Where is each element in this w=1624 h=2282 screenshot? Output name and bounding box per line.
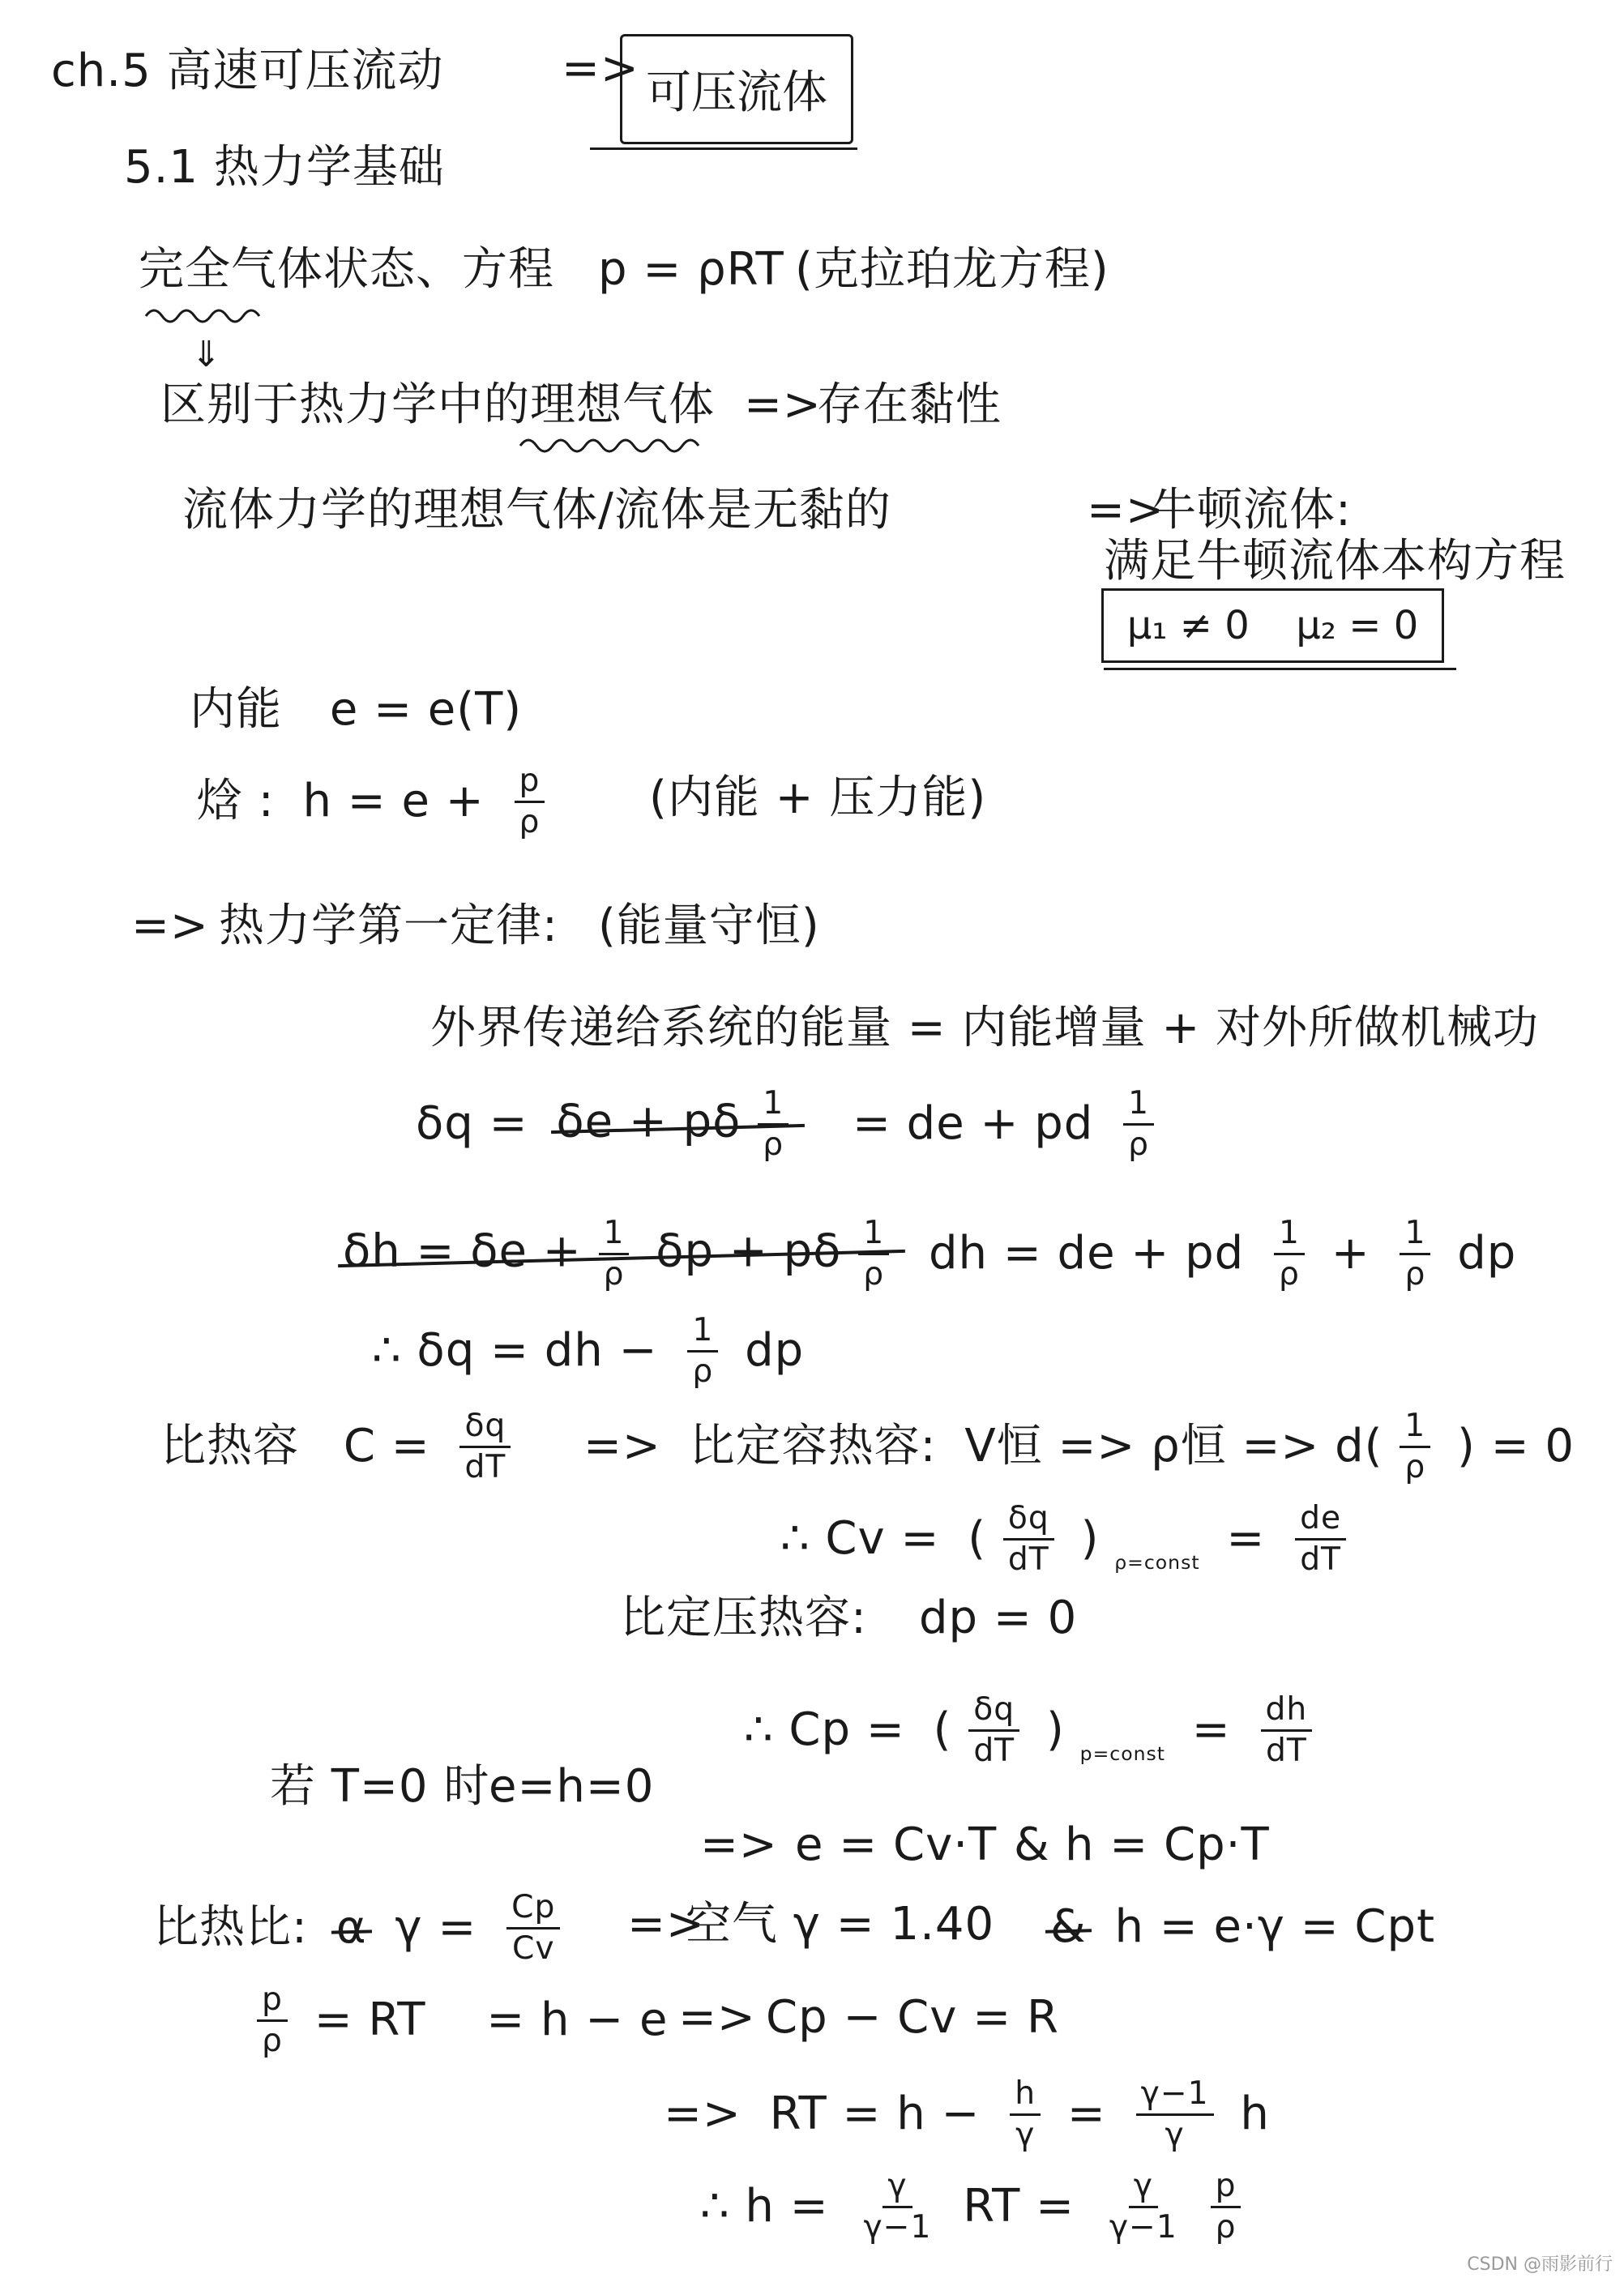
close-paren: )	[1080, 1512, 1100, 1566]
rt-derivation	[664, 2076, 1283, 2153]
denominator: γ−1	[863, 2208, 932, 2246]
internal-energy-label: 内能	[190, 682, 282, 736]
enthalpy-final-equation	[700, 2169, 1252, 2246]
constitutive-text: 满足牛顿流体本构方程	[1104, 535, 1566, 588]
title-arrow: =>	[562, 42, 639, 95]
internal-energy-relation: e = Cv·T	[795, 1818, 998, 1871]
cp-condition: dp = 0	[919, 1592, 1078, 1644]
mu2-condition: μ₂ = 0	[1296, 603, 1419, 648]
zero-result: e=h=0	[489, 1760, 655, 1813]
fraction	[1136, 2076, 1214, 2153]
arrow: =>	[583, 1420, 661, 1473]
denominator: ρ	[603, 1255, 625, 1293]
title-box	[620, 34, 853, 144]
numerator: Cp	[506, 1890, 560, 1929]
numerator: 1	[687, 1313, 718, 1353]
fraction	[1105, 2169, 1182, 2246]
h-minus-e: = h − e	[486, 1994, 669, 2047]
down-arrow-icon: ⇓	[191, 334, 222, 375]
fraction	[1274, 1216, 1305, 1293]
open-paren: (	[968, 1512, 987, 1566]
heat-equation	[416, 1086, 1165, 1163]
denominator: γ	[1015, 2116, 1036, 2153]
fraction	[1261, 1692, 1313, 1769]
denominator: γ	[1165, 2116, 1185, 2153]
struck-text: δh = δe +	[343, 1224, 582, 1278]
denominator: ρ	[1279, 1255, 1300, 1293]
struck-text: δe + pδ	[556, 1095, 741, 1148]
fraction	[515, 763, 545, 840]
state-equation-formula: p = ρRT	[598, 243, 784, 296]
cv-label: 比定容热容:	[689, 1420, 937, 1473]
denominator: ρ	[1404, 1255, 1426, 1293]
gamma-lhs: γ =	[395, 1901, 477, 1955]
enthalpy-label: 焓 :	[197, 775, 275, 828]
denominator: ρ	[692, 1353, 714, 1390]
fraction	[687, 1313, 718, 1390]
enthalpy-gamma-relation: h = e·γ = Cpt	[1114, 1900, 1436, 1953]
cp-equation	[744, 1692, 1323, 1769]
denominator: ρ	[863, 1255, 885, 1293]
ideal-gas-arrow: =>	[744, 378, 822, 431]
wavy-underline	[519, 431, 713, 460]
cp-lhs: ∴ Cp =	[744, 1703, 905, 1757]
numerator: 1	[1400, 1408, 1430, 1448]
inviscid-result: 牛顿流体:	[1151, 484, 1352, 536]
linear-arrow: =>	[700, 1818, 778, 1871]
fraction	[1123, 1086, 1154, 1163]
equation-rhs: = de + pd	[852, 1097, 1094, 1151]
mu1-condition: μ₁ ≠ 0	[1126, 603, 1250, 648]
denominator: dT	[464, 1448, 506, 1485]
numerator: 1	[1123, 1086, 1154, 1126]
numerator: γ	[883, 2169, 912, 2208]
denominator: ρ	[1128, 1126, 1150, 1163]
numerator: 1	[1274, 1216, 1305, 1255]
heat-enthalpy-equation	[372, 1313, 817, 1390]
denominator: dT	[973, 1732, 1015, 1769]
first-law-label: 热力学第一定律:	[219, 900, 558, 952]
denominator: ρ	[519, 803, 541, 840]
fraction	[257, 1982, 288, 2059]
numerator: 1	[599, 1216, 630, 1255]
denominator: ρ	[763, 1126, 784, 1163]
cv-condition-line	[583, 1408, 1588, 1485]
denominator: γ−1	[1109, 2208, 1177, 2246]
rt-lhs: RT = h −	[769, 2088, 981, 2141]
air-gamma-value: 空气 γ = 1.40	[686, 1898, 995, 1951]
fraction	[506, 1890, 560, 1967]
specific-heat-label: 比热容	[160, 1420, 299, 1473]
fraction	[1211, 2169, 1242, 2246]
rt-arrow: =>	[678, 1991, 756, 2044]
fraction	[758, 1086, 788, 1163]
numerator: p	[1211, 2169, 1242, 2208]
title-underline	[590, 147, 857, 150]
cv-condition-end: ) = 0	[1457, 1420, 1575, 1473]
fraction	[1003, 1501, 1054, 1578]
cv-lhs: ∴ Cv =	[780, 1512, 940, 1566]
rt-term: = RT	[314, 1994, 426, 2047]
specific-heat-lhs: C =	[343, 1420, 430, 1473]
struck-expression	[556, 1086, 800, 1163]
fraction	[1295, 1501, 1346, 1578]
numerator: 1	[858, 1216, 889, 1255]
enthalpy-line	[197, 763, 556, 840]
denominator: ρ	[1404, 1448, 1426, 1485]
plus-sign: +	[1331, 1227, 1370, 1280]
equation-rhs: dh = de + pd	[928, 1227, 1245, 1280]
enthalpy-differential-equation	[343, 1216, 1529, 1293]
state-equation-label: 完全气体状态、方程	[139, 243, 554, 296]
chapter-text: ch.5 高速可压流动	[51, 44, 444, 97]
denominator: ρ	[1215, 2208, 1237, 2246]
numerator: δq	[1003, 1501, 1054, 1541]
numerator: δq	[968, 1692, 1019, 1732]
inviscid-text: 流体力学的理想气体/流体是无黏的	[182, 484, 891, 536]
zero-condition: 若 T=0 时	[270, 1760, 490, 1813]
h-term: h	[1240, 2088, 1270, 2141]
constant-pressure-subscript: p=const	[1079, 1741, 1165, 1765]
arrow: =>	[664, 2088, 741, 2141]
numerator: p	[257, 1982, 288, 2022]
constant-density-subscript: ρ=const	[1114, 1550, 1200, 1574]
enthalpy-note: (内能 + 压力能)	[649, 771, 987, 824]
boxed-text: 可压流体	[646, 66, 827, 119]
numerator: 1	[1400, 1216, 1430, 1255]
equation-lhs: ∴ δq = dh −	[372, 1324, 658, 1378]
fraction	[1400, 1216, 1430, 1293]
numerator: 1	[758, 1086, 788, 1126]
enthalpy-relation: h = Cp·T	[1065, 1818, 1270, 1871]
section-heading: 5.1 热力学基础	[124, 141, 445, 194]
wavy-underline	[144, 301, 274, 331]
equals-sign: =	[1226, 1512, 1266, 1566]
denominator: dT	[1300, 1541, 1341, 1578]
gamma-arrow: =>	[627, 1898, 705, 1951]
ideal-gas-result: 存在黏性	[817, 378, 1002, 431]
fraction	[858, 2169, 936, 2246]
denominator: Cv	[511, 1929, 555, 1967]
gamma-label: 比热比:	[153, 1901, 308, 1955]
state-equation-note: (克拉珀龙方程)	[795, 243, 1109, 296]
struck-expression	[343, 1216, 900, 1293]
cp-label: 比定压热容:	[620, 1592, 867, 1644]
cv-equation	[780, 1501, 1357, 1578]
numerator: de	[1295, 1501, 1346, 1541]
dp-term: dp	[1457, 1227, 1517, 1280]
gamma-line	[153, 1890, 571, 1967]
close-paren: )	[1045, 1703, 1065, 1757]
dp-term: dp	[745, 1324, 805, 1378]
struck-alpha: α	[336, 1900, 367, 1956]
fraction	[1010, 2076, 1041, 2153]
equals-sign: =	[1191, 1703, 1231, 1757]
rt-term: RT =	[963, 2180, 1075, 2233]
numerator: γ−1	[1136, 2076, 1214, 2116]
fraction	[599, 1216, 630, 1293]
and-sign: &	[1014, 1818, 1050, 1871]
gas-constant-line	[255, 1982, 681, 2059]
fraction	[1400, 1408, 1430, 1485]
denominator: ρ	[262, 2022, 283, 2059]
numerator: p	[515, 763, 545, 803]
specific-heat-line	[160, 1408, 522, 1485]
fraction	[968, 1692, 1019, 1769]
enthalpy-formula: h = e +	[302, 775, 485, 828]
ideal-gas-text: 区别于热力学中的理想气体	[160, 378, 715, 431]
equals-sign: =	[1066, 2088, 1106, 2141]
watermark: CSDN @雨影前行	[1467, 2254, 1613, 2275]
gamma-relation	[1050, 1896, 1448, 1955]
numerator: h	[1010, 2076, 1041, 2116]
numerator: γ	[1129, 2169, 1158, 2208]
internal-energy-line	[190, 679, 535, 738]
fraction	[459, 1408, 511, 1485]
internal-energy-formula: e = e(T)	[329, 682, 523, 736]
numerator: δq	[459, 1408, 511, 1448]
cv-condition: V恒 => ρ恒 => d(	[964, 1420, 1383, 1473]
first-law-statement: 外界传递给系统的能量 = 内能增量 + 对外所做机械功	[430, 1002, 1540, 1054]
fraction	[858, 1216, 889, 1293]
chapter-title	[51, 41, 457, 100]
viscosity-box	[1101, 588, 1444, 663]
denominator: dT	[1265, 1732, 1307, 1769]
denominator: dT	[1007, 1541, 1049, 1578]
mayer-relation: Cp − Cv = R	[766, 1991, 1059, 2044]
inviscid-arrow: =>	[1087, 484, 1165, 536]
open-paren: (	[933, 1703, 952, 1757]
equation-lhs: δq =	[416, 1097, 528, 1151]
numerator: dh	[1261, 1692, 1313, 1732]
struck-and: &	[1050, 1899, 1087, 1955]
first-law-note: (能量守恒)	[598, 900, 820, 952]
first-law-arrow: =>	[131, 900, 209, 952]
struck-text: δp + pδ	[656, 1224, 842, 1278]
h-lhs: ∴ h =	[700, 2180, 829, 2233]
